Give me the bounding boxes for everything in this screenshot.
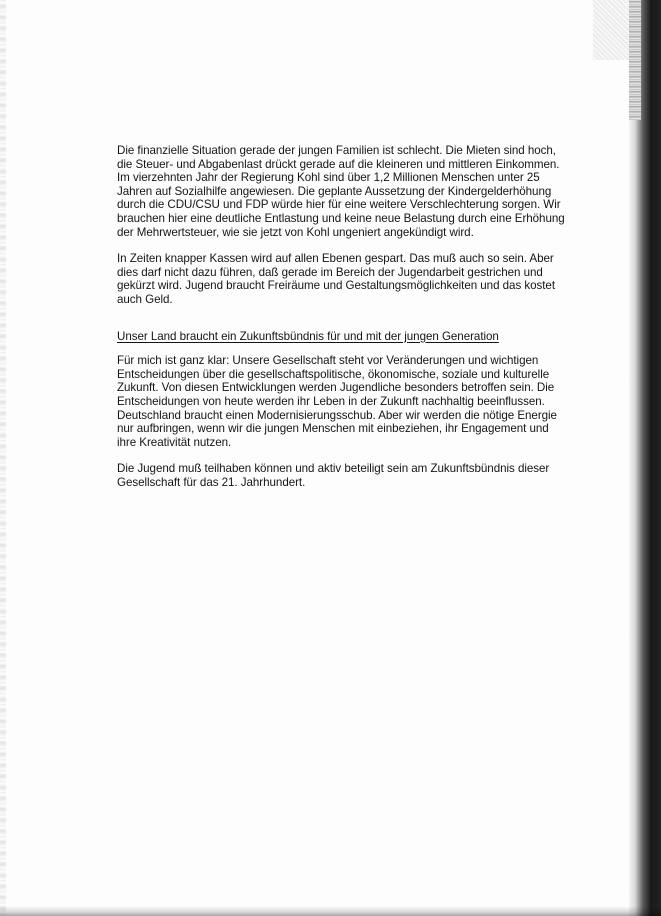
scan-edge-left <box>0 0 6 916</box>
paragraph-society-future: Für mich ist ganz klar: Unsere Gesellschaft steht vor Veränderungen und wichtigen Entscheidungen über die gesellschaftspolitische, ökonomische, soziale und kulturelle Zukunft. Von diesen Entwicklungen werden Jugendliche besonders betroffen sein. Die Entscheidungen von heute werden ihr Leben in der Zukunft nachhaltig beeinflussen. Deutschland braucht einen Modernisierungsschub. Aber wir werden die nötige Energie nur aufbringen, wenn wir die jungen Menschen mit einbeziehen, ihr Engagement und ihre Kreativität nutzen. <box>117 354 557 449</box>
document-body <box>117 144 569 489</box>
paragraph-tight-budgets: In Zeiten knapper Kassen wird auf allen Ebenen gespart. Das muß auch so sein. Aber dies darf nicht dazu führen, daß gerade im Bereich der Jugendarbeit gestrichen und gekürzt wird. Jugend braucht Freiräume und Gestaltungsmöglichkeiten und das kostet auch Geld. <box>117 252 555 306</box>
scan-edge-right <box>629 0 661 916</box>
paragraph-family-situation: Die finanzielle Situation gerade der jungen Familien ist schlecht. Die Mieten sind hoch, die Steuer- und Abgabenlast drückt gerade auf die kleineren und mittleren Einkommen. Im vierzehnten Jahr der Regierung Kohl sind über 1,2 Millionen Menschen unter 25 Jahren auf Sozialhilfe angewiesen. Die geplante Aussetzung der Kindergelderhöhung durch die CDU/CSU und FDP würde hier für eine weitere Verschlechterung sorgen. Wir brauchen hier eine deutliche Entlastung und keine neue Belastung durch eine Erhöhung der Mehrwertsteuer, wie sie jetzt von Kohl ungeniert angekündigt wird. <box>117 144 565 239</box>
section-heading: Unser Land braucht ein Zukunftsbündnis für und mit der jungen Generation <box>117 329 499 343</box>
paragraph-youth-participation: Die Jugend muß teilhaben können und aktiv beteiligt sein am Zukunftsbündnis dieser Gesellschaft für das 21. Jahrhundert. <box>117 462 550 489</box>
scan-edge-bottom <box>0 906 661 916</box>
